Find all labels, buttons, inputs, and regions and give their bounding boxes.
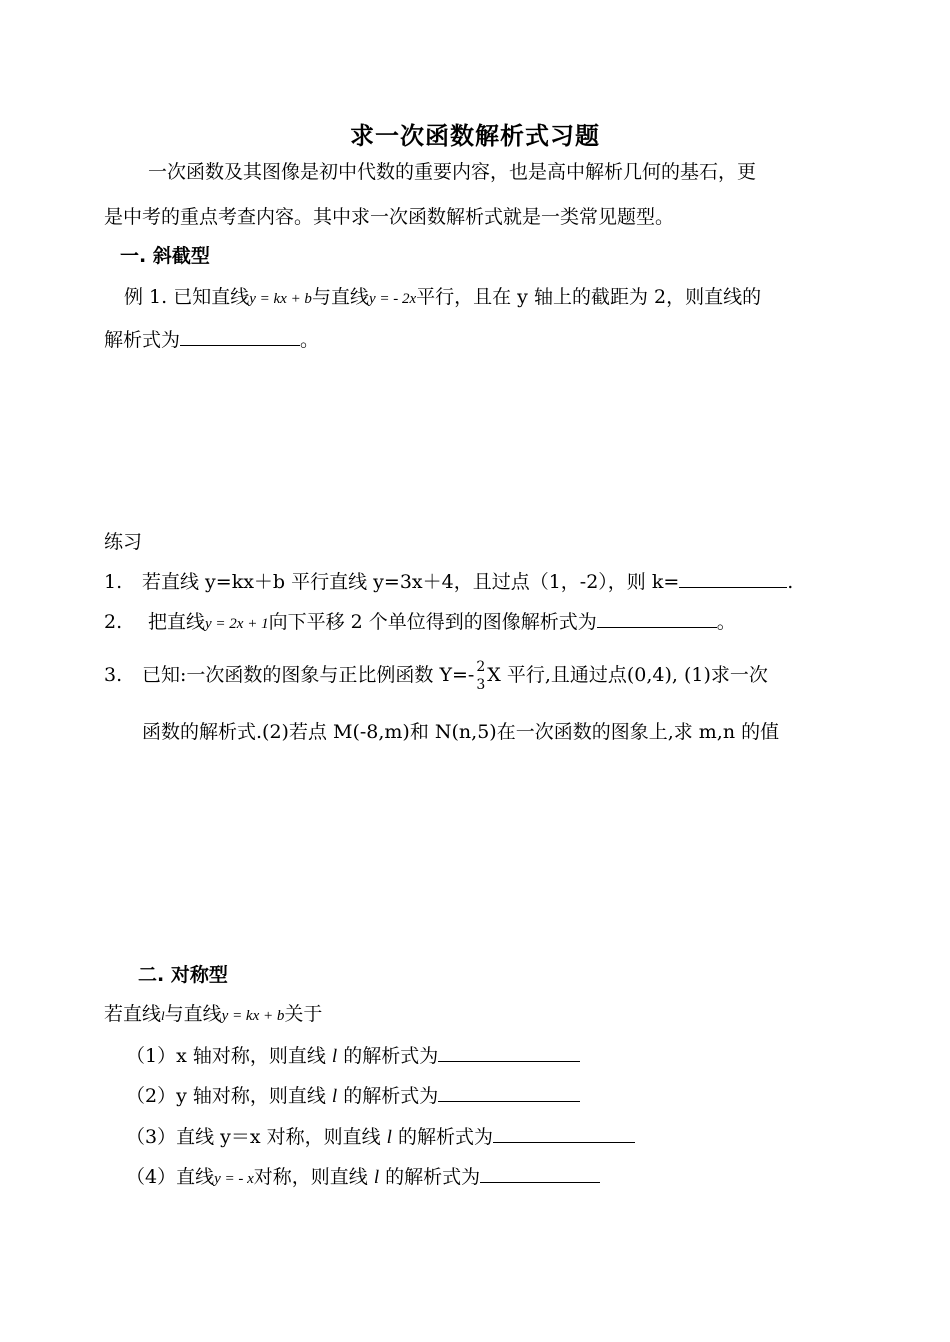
intro-mid: 与直线 (164, 1003, 222, 1025)
answer-blank (480, 1164, 600, 1183)
item-end: 。 (716, 611, 736, 633)
item-mid: 对称，则直线 (253, 1166, 374, 1188)
answer-blank (438, 1083, 580, 1102)
intro-prefix: 若直线 (104, 1003, 162, 1025)
example-1-line-2 (104, 327, 319, 352)
practice-item-3 (104, 658, 768, 694)
answer-blank (597, 609, 717, 628)
item-end: . (787, 571, 794, 593)
item-suffix: X 平行,且通过点(0,4), (1)求一次 (487, 664, 768, 686)
line-l-symbol: l (373, 1167, 380, 1188)
item-prefix: 把直线 (148, 611, 206, 633)
section-2-heading: 二. 对称型 (138, 964, 228, 986)
symmetry-item-4 (126, 1164, 600, 1191)
item-prefix: （4）直线 (126, 1166, 215, 1188)
item-suffix: 的解析式为 (379, 1166, 481, 1188)
intro-line-1: 一次函数及其图像是初中代数的重要内容，也是高中解析几何的基石，更 (148, 161, 757, 183)
equation-y-kx-b: y = kx + b (249, 291, 312, 307)
example-suffix: 平行，且在 y 轴上的截距为 2，则直线的 (416, 286, 762, 308)
item-prefix: 已知:一次函数的图象与正比例函数 Y=- (142, 664, 475, 686)
item-suffix: 的解析式为 (337, 1045, 439, 1067)
practice-label: 练习 (104, 531, 143, 553)
example-end: 。 (300, 329, 320, 351)
item-number: 3. (104, 664, 123, 686)
item-text: 若直线 y=kx＋b 平行直线 y=3x＋4，且过点（1，-2），则 k= (142, 571, 680, 593)
item-number: 2. (104, 611, 123, 633)
section-1-heading: 一. 斜截型 (120, 245, 210, 267)
symmetry-item-2 (126, 1083, 580, 1109)
symmetry-item-3 (126, 1124, 635, 1150)
item-number: 1. (104, 571, 123, 593)
section-2-intro (104, 1002, 322, 1028)
item-prefix: （3）直线 y＝x 对称，则直线 (126, 1126, 387, 1148)
practice-item-2 (104, 609, 736, 636)
practice-item-3-line-2: 函数的解析式.(2)若点 M(-8,m)和 N(n,5)在一次函数的图象上,求 m,n 的值 (142, 721, 780, 743)
equation-y-kx-b: y = kx + b (221, 1008, 285, 1024)
answer-blank (493, 1124, 635, 1143)
answer-blank (679, 569, 787, 588)
item-prefix: （1）x 轴对称，则直线 (126, 1045, 332, 1067)
line-l-symbol: l (331, 1046, 338, 1067)
item-suffix: 的解析式为 (391, 1126, 493, 1148)
fraction-denominator: 3 (476, 677, 486, 693)
intro-suffix: 关于 (284, 1003, 323, 1025)
practice-item-1 (104, 569, 793, 594)
item-suffix: 向下平移 2 个单位得到的图像解析式为 (268, 611, 597, 633)
item-prefix: （2）y 轴对称，则直线 (126, 1085, 332, 1107)
line-l-symbol: l (161, 1008, 165, 1023)
line-l-symbol: l (331, 1086, 338, 1107)
intro-line-2: 是中考的重点考查内容。其中求一次函数解析式就是一类常见题型。 (104, 206, 675, 228)
example-prefix: 例 1. 已知直线 (124, 286, 250, 308)
fraction-two-thirds (476, 658, 485, 694)
example-mid: 与直线 (311, 286, 369, 308)
symmetry-item-1 (126, 1043, 580, 1069)
equation-y-2x-1: y = 2x + 1 (205, 616, 269, 632)
example-1-line-1 (124, 285, 761, 311)
fraction-numerator: 2 (476, 659, 486, 675)
line-l-symbol: l (386, 1127, 392, 1148)
example-line2-text: 解析式为 (104, 329, 181, 351)
equation-y-minus-x: y = - x (214, 1171, 254, 1187)
answer-blank (180, 327, 300, 346)
answer-blank (438, 1043, 580, 1062)
equation-y-minus-2x: y = - 2x (368, 291, 417, 307)
item-suffix: 的解析式为 (337, 1085, 439, 1107)
page-title: 求一次函数解析式习题 (350, 121, 600, 150)
